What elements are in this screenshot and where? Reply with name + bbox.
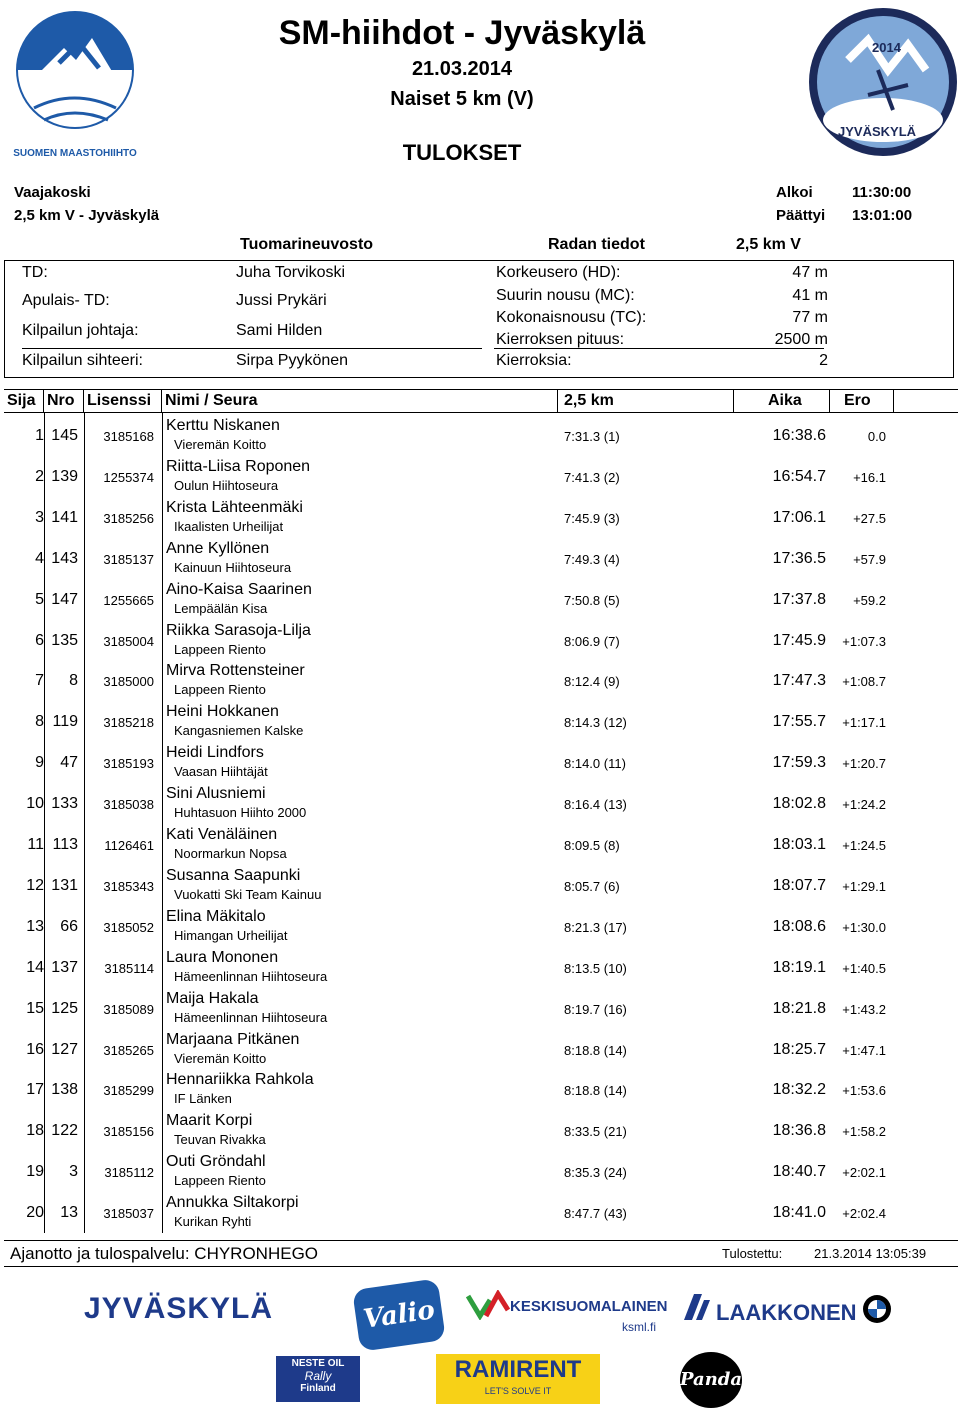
- athlete-name: Laura Mononen: [166, 948, 279, 966]
- club-name: Kurikan Ryhti: [174, 1214, 252, 1230]
- finish-time: 18:02.8: [772, 795, 826, 813]
- course-label: Korkeusero (HD):: [496, 264, 621, 281]
- col-sija: Sija: [4, 390, 44, 412]
- bib-number: 141: [51, 508, 78, 526]
- time-difference: +57.9: [853, 551, 886, 567]
- rank: 6: [35, 631, 44, 649]
- table-row: [4, 662, 958, 703]
- neste-oil-rally-logo: [276, 1356, 360, 1402]
- split-time: 7:31.3 (1): [564, 429, 620, 444]
- laakkonen-text: LAAKKONEN: [716, 1300, 857, 1325]
- panda-text: Panda: [680, 1369, 743, 1390]
- table-row: [4, 499, 958, 540]
- split-time: 8:19.7 (16): [564, 1001, 627, 1017]
- bib-number: 127: [51, 1040, 78, 1058]
- athlete-name: Anne Kyllönen: [166, 539, 270, 557]
- keskisuomalainen-logo: [466, 1290, 668, 1334]
- club-name: Hämeenlinnan Hiihtoseura: [174, 1009, 328, 1025]
- club-name: Himangan Urheilijat: [174, 927, 288, 943]
- finish-time: 17:55.7: [772, 713, 826, 731]
- athlete-name: Aino-Kaisa Saarinen: [166, 580, 312, 598]
- finish-time: 18:07.7: [772, 876, 826, 894]
- split-time: 8:12.4 (9): [564, 674, 620, 690]
- bib-number: 3: [69, 1163, 78, 1181]
- club-name: Vieremän Koitto: [174, 1050, 267, 1066]
- bib-number: 13: [60, 1204, 78, 1222]
- bib-number: 133: [51, 795, 78, 813]
- official-name: Jussi Prykäri: [236, 292, 327, 309]
- finish-time: 17:36.5: [772, 549, 826, 567]
- time-difference: +1:08.7: [842, 674, 886, 690]
- finish-time: 17:06.1: [772, 508, 826, 526]
- printed-label: Tulostettu:: [722, 1246, 783, 1261]
- rank: 14: [26, 958, 44, 976]
- table-row: [4, 458, 958, 499]
- ramirent-subtext: LET'S SOLVE IT: [484, 1386, 552, 1396]
- table-row: [4, 826, 958, 867]
- rank: 11: [27, 836, 44, 853]
- split-time: 8:06.9 (7): [564, 633, 620, 649]
- split-time: 7:49.3 (4): [564, 551, 620, 567]
- jyvaskyla-text: JYVÄSKYLÄ: [84, 1292, 274, 1325]
- table-row: [4, 1031, 958, 1072]
- rank: 5: [35, 590, 44, 608]
- split-time: 8:21.3 (17): [564, 919, 627, 935]
- rally-text: Rally: [304, 1369, 332, 1383]
- split-time: 8:47.7 (43): [564, 1206, 627, 1222]
- table-row: [4, 622, 958, 663]
- ksml-text: ksml.fi: [622, 1320, 656, 1334]
- official-name: Juha Torvikoski: [236, 264, 346, 281]
- split-time: 7:41.3 (2): [564, 469, 620, 485]
- split-time: 8:14.3 (12): [564, 715, 627, 731]
- logo-right-city: JYVÄSKYLÄ: [838, 124, 917, 139]
- athlete-name: Hennariikka Rahkola: [166, 1071, 314, 1089]
- time-difference: +2:02.4: [842, 1206, 886, 1222]
- finish-time: 18:08.6: [772, 917, 826, 935]
- bib-number: 122: [51, 1122, 78, 1140]
- bib-number: 137: [51, 958, 78, 976]
- license-number: 3185218: [103, 715, 154, 731]
- rank: 2: [35, 467, 44, 485]
- neste-text: NESTE OIL: [291, 1358, 345, 1369]
- bmw-icon: [862, 1294, 892, 1324]
- event-date: 21.03.2014: [411, 58, 513, 80]
- bib-number: 125: [51, 999, 78, 1017]
- finish-time: 18:32.2: [772, 1081, 826, 1099]
- course-label: Kierroksen pituus:: [496, 331, 625, 348]
- start-time: 11:30:00: [852, 184, 912, 201]
- license-number: 1255665: [103, 592, 154, 608]
- athlete-name: Outi Gröndahl: [166, 1153, 266, 1171]
- club-name: Vieremän Koitto: [174, 437, 267, 452]
- finish-time: 18:36.8: [772, 1122, 826, 1140]
- results-heading: TULOKSET: [402, 140, 522, 165]
- table-row: [4, 990, 958, 1031]
- start-label: Alkoi: [776, 184, 813, 201]
- bib-number: 119: [52, 713, 78, 731]
- license-number: 3185156: [103, 1124, 154, 1140]
- course-label: Kierroksia:: [496, 352, 572, 369]
- rank: 8: [35, 713, 44, 731]
- athlete-name: Elina Mäkitalo: [166, 907, 266, 925]
- athlete-name: Riitta-Liisa Roponen: [166, 457, 311, 475]
- license-number: 3185038: [103, 797, 154, 813]
- rank: 7: [35, 672, 44, 690]
- time-difference: +1:43.2: [842, 1001, 886, 1017]
- logo-left-text: SUOMEN MAASTOHIIHTO: [13, 148, 137, 159]
- finish-time: 17:45.9: [772, 631, 826, 649]
- table-row: [4, 703, 958, 744]
- rank: 12: [26, 876, 44, 894]
- bib-number: 145: [51, 427, 78, 444]
- course-value: 77 m: [792, 309, 828, 326]
- time-difference: +2:02.1: [842, 1165, 886, 1181]
- rank: 9: [35, 754, 44, 772]
- club-name: Noormarkun Nopsa: [174, 846, 287, 861]
- footer-rule: [4, 1266, 958, 1267]
- finish-time: 18:19.1: [772, 958, 826, 976]
- finish-time: 17:47.3: [772, 672, 826, 690]
- end-time: 13:01:00: [852, 207, 913, 224]
- license-number: 3185256: [103, 510, 154, 526]
- rank: 10: [26, 795, 44, 813]
- time-difference: +1:47.1: [842, 1042, 886, 1058]
- time-difference: +1:17.1: [842, 715, 886, 731]
- table-row: [4, 1194, 958, 1235]
- bib-number: 8: [69, 672, 78, 690]
- club-name: Vuokatti Ski Team Kainuu: [174, 886, 322, 902]
- valio-text: Valio: [361, 1295, 437, 1335]
- col-aika: Aika: [734, 390, 830, 412]
- time-difference: +1:20.7: [842, 756, 886, 772]
- split-time: 8:35.3 (24): [564, 1165, 627, 1181]
- athlete-name: Susanna Saapunki: [166, 866, 301, 884]
- bib-number: 138: [51, 1081, 78, 1099]
- time-difference: +59.2: [853, 592, 886, 608]
- time-difference: +1:24.5: [842, 838, 886, 853]
- club-name: Lappeen Riento: [174, 1173, 266, 1189]
- rank: 19: [26, 1163, 44, 1181]
- course-distance-heading: 2,5 km V: [736, 236, 801, 253]
- club-name: Lempäälän Kisa: [174, 600, 268, 616]
- athlete-name: Kerttu Niskanen: [166, 417, 280, 434]
- bib-number: 139: [51, 467, 78, 485]
- athlete-name: Riikka Sarasoja-Lilja: [166, 621, 311, 639]
- license-number: 3185137: [103, 551, 154, 567]
- club-name: IF Länken: [174, 1091, 232, 1107]
- club-name: Ikaalisten Urheilijat: [174, 518, 284, 534]
- rank: 17: [26, 1081, 44, 1099]
- bib-number: 143: [51, 549, 78, 567]
- license-number: 3185299: [103, 1083, 154, 1099]
- club-name: Vaasan Hiihtäjät: [174, 764, 268, 780]
- finland-text: Finland: [300, 1383, 336, 1394]
- license-number: 1255374: [103, 469, 154, 485]
- official-name: Sami Hilden: [236, 322, 323, 339]
- license-number: 3185000: [103, 674, 154, 690]
- rank: 20: [26, 1204, 44, 1222]
- course-info-heading: Radan tiedot: [548, 236, 645, 253]
- rank: 3: [35, 508, 44, 526]
- rank: 4: [35, 549, 44, 567]
- ramirent-text: RAMIRENT: [454, 1356, 582, 1383]
- end-label: Päättyi: [776, 207, 826, 224]
- rank: 15: [26, 999, 44, 1017]
- rank: 18: [26, 1122, 44, 1140]
- jyvaskyla-logo: [84, 1292, 273, 1326]
- col-ero: Ero: [830, 390, 894, 412]
- club-name: Teuvan Rivakka: [174, 1132, 266, 1148]
- course-label: Kokonaisnousu (TC):: [496, 309, 647, 326]
- finish-time: 18:03.1: [772, 836, 826, 853]
- club-name: Lappeen Riento: [174, 682, 266, 698]
- split-time: 7:45.9 (3): [564, 510, 620, 526]
- split-time: 8:13.5 (10): [564, 960, 627, 976]
- license-number: 1126461: [104, 838, 154, 853]
- license-number: 3185193: [103, 756, 154, 772]
- timing-credit: Ajanotto ja tulospalvelu: CHYRONHEGO: [10, 1244, 319, 1263]
- table-row: [4, 581, 958, 622]
- table-row: [4, 744, 958, 785]
- col-split: 2,5 km: [558, 390, 734, 412]
- split-time: 8:33.5 (21): [564, 1124, 627, 1140]
- table-row: [4, 540, 958, 581]
- club-name: Oulun Hiihtoseura: [174, 477, 279, 493]
- table-row: [4, 417, 958, 458]
- table-row: [4, 908, 958, 949]
- course-value: 41 m: [792, 287, 828, 304]
- split-time: 8:09.5 (8): [564, 838, 620, 853]
- printed-timestamp: 21.3.2014 13:05:39: [814, 1246, 927, 1261]
- time-difference: +27.5: [853, 510, 886, 526]
- official-role: TD:: [22, 264, 48, 281]
- officials-heading: Tuomarineuvosto: [240, 236, 374, 253]
- official-role: Kilpailun sihteeri:: [22, 352, 143, 369]
- club-name: Kainuun Hiihtoseura: [174, 559, 292, 575]
- license-number: 3185265: [103, 1042, 154, 1058]
- keskisuomalainen-text: KESKISUOMALAINEN: [510, 1298, 668, 1315]
- table-row: [4, 1153, 958, 1194]
- license-number: 3185343: [103, 878, 154, 894]
- official-role: Apulais- TD:: [22, 292, 110, 309]
- time-difference: +1:24.2: [842, 797, 886, 813]
- bib-number: 113: [52, 836, 78, 853]
- split-time: 8:18.8 (14): [564, 1083, 627, 1099]
- table-row: [4, 1112, 958, 1153]
- course-value: 2: [819, 352, 828, 369]
- col-nimi-seura: Nimi / Seura: [162, 390, 558, 412]
- split-time: 8:18.8 (14): [564, 1042, 627, 1058]
- ramirent-logo: [436, 1354, 600, 1404]
- rank: 13: [26, 917, 44, 935]
- time-difference: +1:29.1: [842, 878, 886, 894]
- venue-course: 2,5 km V - Jyväskylä: [14, 207, 160, 224]
- finish-time: 17:37.8: [772, 590, 826, 608]
- athlete-name: Marjaana Pitkänen: [166, 1030, 300, 1048]
- time-difference: 0.0: [867, 429, 886, 444]
- athlete-name: Krista Lähteenmäki: [166, 498, 303, 516]
- split-time: 7:50.8 (5): [564, 592, 620, 608]
- time-difference: +16.1: [853, 469, 886, 485]
- table-row: [4, 785, 958, 826]
- finish-time: 18:41.0: [772, 1204, 826, 1222]
- rank: 16: [26, 1040, 44, 1058]
- athlete-name: Annukka Siltakorpi: [166, 1194, 299, 1212]
- license-number: 3185089: [103, 1001, 154, 1017]
- bib-number: 147: [51, 590, 78, 608]
- bib-number: 131: [51, 876, 78, 894]
- time-difference: +1:07.3: [842, 633, 886, 649]
- bib-number: 135: [51, 631, 78, 649]
- athlete-name: Sini Alusniemi: [166, 785, 266, 803]
- finish-time: 18:40.7: [772, 1163, 826, 1181]
- finish-time: 18:25.7: [772, 1040, 826, 1058]
- panda-logo: [680, 1352, 742, 1408]
- athlete-name: Maarit Korpi: [166, 1112, 253, 1130]
- course-label: Suurin nousu (MC):: [496, 287, 635, 304]
- club-name: Kangasniemen Kalske: [174, 723, 304, 739]
- bib-number: 47: [60, 754, 78, 772]
- club-name: Huhtasuon Hiihto 2000: [174, 805, 307, 821]
- athlete-name: Kati Venäläinen: [166, 826, 278, 843]
- event-name: Naiset 5 km (V): [390, 88, 534, 110]
- athlete-name: Heini Hokkanen: [166, 703, 279, 721]
- table-row: [4, 949, 958, 990]
- col-lisenssi: Lisenssi: [84, 390, 162, 412]
- split-time: 8:16.4 (13): [564, 797, 627, 813]
- time-difference: +1:30.0: [842, 919, 886, 935]
- club-name: Hämeenlinnan Hiihtoseura: [174, 968, 328, 984]
- license-number: 3185037: [103, 1206, 154, 1222]
- license-number: 3185168: [103, 429, 154, 444]
- license-number: 3185004: [103, 633, 154, 649]
- club-name: Lappeen Riento: [174, 641, 266, 657]
- rank: 1: [35, 427, 44, 444]
- col-nro: Nro: [44, 390, 84, 412]
- athlete-name: Heidi Lindfors: [166, 744, 264, 762]
- footer-rule: [4, 1240, 958, 1241]
- course-value: 47 m: [792, 264, 828, 281]
- finish-time: 16:38.6: [772, 427, 826, 444]
- finish-time: 16:54.7: [772, 467, 826, 485]
- results-table-header: [4, 389, 958, 413]
- athlete-name: Mirva Rottensteiner: [166, 662, 305, 680]
- time-difference: +1:53.6: [842, 1083, 886, 1099]
- license-number: 3185114: [104, 960, 154, 976]
- license-number: 3185112: [104, 1165, 154, 1181]
- course-value: 2500 m: [774, 331, 828, 348]
- finish-time: 18:21.8: [772, 999, 826, 1017]
- split-time: 8:14.0 (11): [564, 756, 626, 772]
- time-difference: +1:58.2: [842, 1124, 886, 1140]
- table-row: [4, 867, 958, 908]
- venue-name: Vaajakoski: [14, 184, 91, 201]
- time-difference: +1:40.5: [842, 960, 886, 976]
- license-number: 3185052: [103, 919, 154, 935]
- laakkonen-logo: [680, 1292, 857, 1327]
- info-divider-left: [22, 348, 482, 349]
- bib-number: 66: [60, 917, 78, 935]
- official-role: Kilpailun johtaja:: [22, 322, 139, 339]
- official-name: Sirpa Pyykönen: [236, 352, 349, 369]
- valio-logo: [352, 1278, 446, 1351]
- page-title: SM-hiihdot - Jyväskylä: [278, 14, 646, 52]
- athlete-name: Maija Hakala: [166, 989, 259, 1007]
- table-row: [4, 1071, 958, 1112]
- finish-time: 17:59.3: [772, 754, 826, 772]
- split-time: 8:05.7 (6): [564, 878, 620, 894]
- logo-right-year: 2014: [872, 40, 901, 55]
